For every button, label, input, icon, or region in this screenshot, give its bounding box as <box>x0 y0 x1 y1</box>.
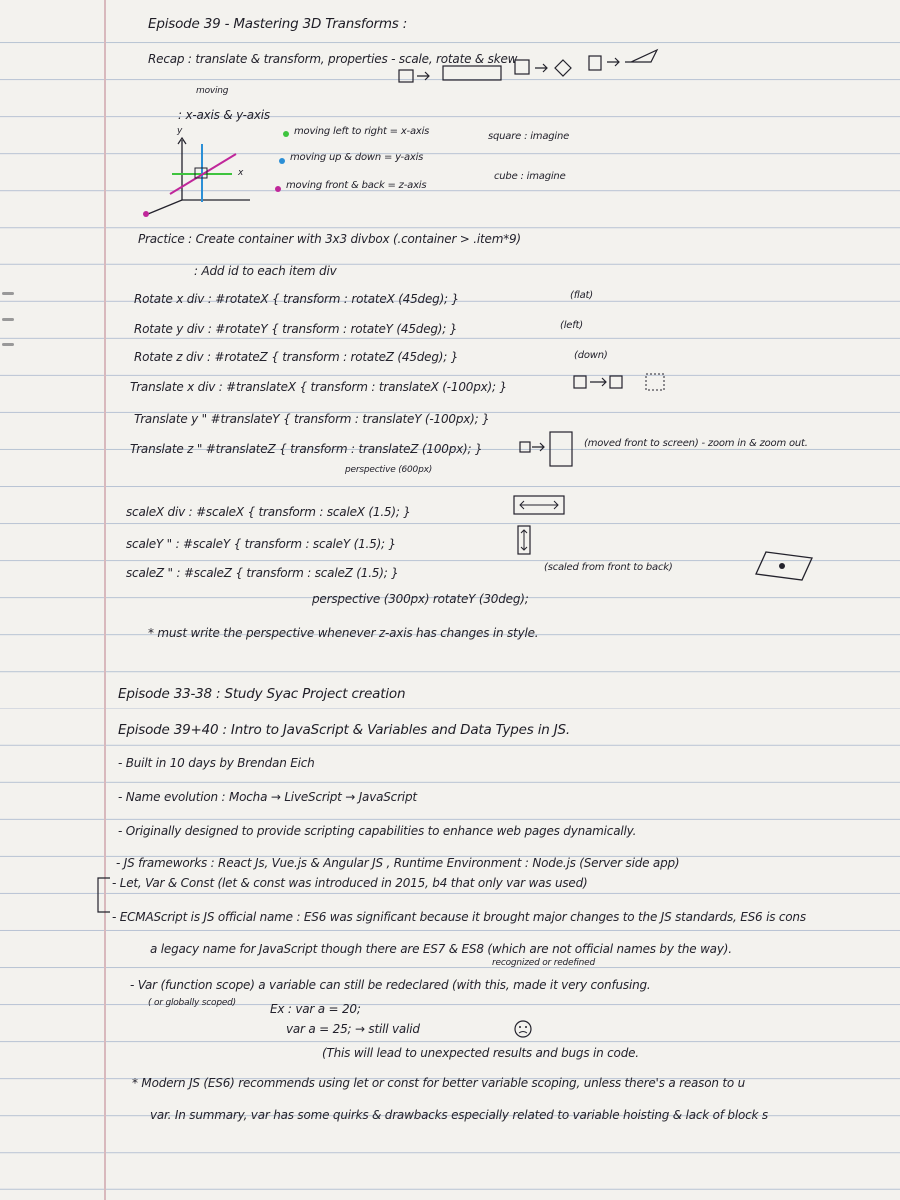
scale-z-note: (scaled from front to back) <box>544 562 673 573</box>
translate-y-line: Translate y " #translateY { transform : translateY (-100px); } <box>134 412 490 426</box>
built-line: - Built in 10 days by Brendan Eich <box>118 756 315 770</box>
translate-z-line: Translate z " #translateZ { transform : translateZ (100px); } <box>130 442 483 456</box>
lead-to-line: (This will lead to unexpected results and bugs in code. <box>322 1046 639 1060</box>
cube-note: cube : imagine <box>494 171 566 182</box>
must-write-note: * must write the perspective whenever z-axis has changes in style. <box>148 626 539 640</box>
punch-hole <box>2 318 14 321</box>
translate-z-note: (moved front to screen) - zoom in & zoom out. <box>584 438 808 449</box>
legacy-line: a legacy name for JavaScript though there are ES7 & ES8 (which are not official names by the way). <box>150 942 732 956</box>
scale-x-line: scaleX div : #scaleX { transform : scaleX (1.5); } <box>126 505 411 519</box>
scale-x-drawing <box>512 494 568 518</box>
rotate-y-line: Rotate y div : #rotateY { transform : rotateY (45deg); } <box>134 322 458 336</box>
axis-y-label: y <box>177 126 183 136</box>
perspective-300: perspective (300px) rotateY (30deg); <box>312 592 529 606</box>
episode-39-title: Episode 39 - Mastering 3D Transforms : <box>148 16 408 32</box>
frameworks-line: - JS frameworks : React Js, Vue.js & Angular JS , Runtime Environment : Node.js (Server side app) <box>116 856 680 870</box>
bullet-y-axis: moving up & down = y-axis <box>290 152 424 163</box>
scale-z-drawing <box>752 548 816 584</box>
green-bullet-icon <box>283 131 289 137</box>
punch-hole <box>2 292 14 295</box>
scale-z-line: scaleZ " : #scaleZ { transform : scaleZ (1.5); } <box>126 566 399 580</box>
perspective-600: perspective (600px) <box>345 465 433 475</box>
margin-line <box>104 0 106 1200</box>
translate-x-drawing <box>572 368 672 396</box>
bullet-x-axis: moving left to right = x-axis <box>294 126 430 137</box>
recap-line: Recap : translate & transform, properties - scale, rotate & skew <box>148 52 518 66</box>
ecma-line: - ECMAScript is JS official name : ES6 was significant because it brought major changes to the JS standards, ES6 is cons <box>112 910 806 924</box>
rotate-y-result: (left) <box>560 320 583 331</box>
translate-z-drawing <box>518 430 578 470</box>
bullet-z-axis: moving front & back = z-axis <box>286 180 427 191</box>
rotate-x-line: Rotate x div : #rotateX { transform : rotateX (45deg); } <box>134 292 459 306</box>
recap-moving-label: moving <box>196 86 229 96</box>
scale-y-line: scaleY " : #scaleY { transform : scaleY (1.5); } <box>126 537 396 551</box>
add-id-line: : Add id to each item div <box>194 264 337 278</box>
originally-line: - Originally designed to provide scripting capabilities to enhance web pages dynamically. <box>118 824 637 838</box>
scale-y-drawing <box>516 524 536 558</box>
rotate-z-result: (down) <box>574 350 608 361</box>
bracket-drawing <box>92 872 112 932</box>
var-scope-line: - Var (function scope) a variable can still be redeclared (with this, made it very confusing. <box>130 978 651 992</box>
episode-33-38: Episode 33-38 : Study Syac Project creation <box>118 686 406 702</box>
let-var-const-line: - Let, Var & Const (let & const was introduced in 2015, b4 that only var was used) <box>112 876 588 890</box>
example-line-1: Ex : var a = 20; <box>270 1002 361 1016</box>
modern-js-line: * Modern JS (ES6) recommends using let or const for better variable scoping, unless there's a reason to u <box>132 1076 746 1090</box>
punch-hole <box>2 343 14 346</box>
axes-label: : x-axis & y-axis <box>178 108 270 122</box>
practice-line: Practice : Create container with 3x3 divbox (.container > .item*9) <box>138 232 521 246</box>
recap-shapes-drawing <box>395 40 665 90</box>
rotate-x-result: (flat) <box>570 290 593 301</box>
recognized-note: recognized or redefined <box>492 958 596 968</box>
square-note: square : imagine <box>488 131 570 142</box>
name-evolution-line: - Name evolution : Mocha → LiveScript → JavaScript <box>118 790 417 804</box>
summary-line: var. In summary, var has some quirks & drawbacks especially related to variable hoisting & lack of block s <box>150 1108 768 1122</box>
sad-face-icon <box>512 1018 534 1040</box>
z-axis-marker <box>143 211 149 217</box>
magenta-bullet-icon <box>275 186 281 192</box>
translate-x-line: Translate x div : #translateX { transform : translateX (-100px); } <box>130 380 507 394</box>
episode-39-40: Episode 39+40 : Intro to JavaScript & Variables and Data Types in JS. <box>118 722 570 738</box>
blue-bullet-icon <box>279 158 285 164</box>
example-line-2: var a = 25; → still valid <box>286 1022 420 1036</box>
global-scope-note: ( or globally scoped) <box>148 998 236 1008</box>
rotate-z-line: Rotate z div : #rotateZ { transform : rotateZ (45deg); } <box>134 350 459 364</box>
axis-x-label: x <box>238 168 244 178</box>
